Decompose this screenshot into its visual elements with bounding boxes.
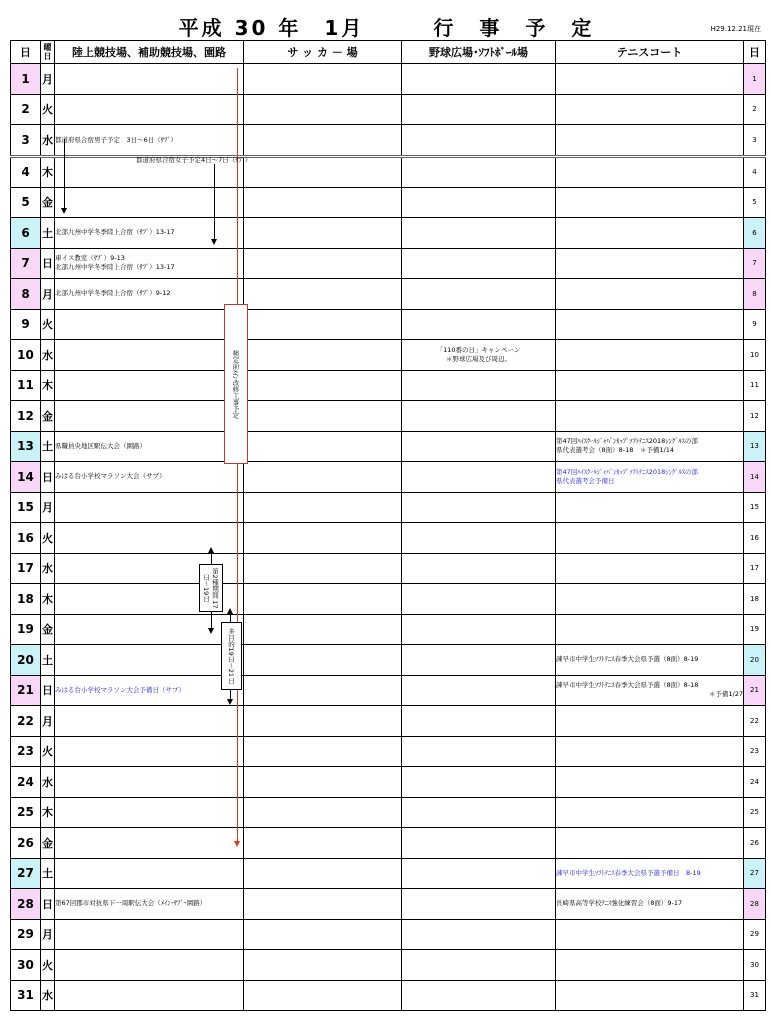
soccer-cell [244, 370, 402, 401]
day-number: 30 [11, 950, 41, 981]
womens-camp-arrow [211, 239, 217, 245]
row-number: 23 [744, 736, 766, 767]
soccer-cell [244, 675, 402, 706]
weekday: 金 [41, 828, 55, 859]
day-number: 8 [11, 279, 41, 310]
day-number: 18 [11, 584, 41, 615]
row-number: 19 [744, 614, 766, 645]
event-line: 第47回ﾊｲｽｸｰﾙｼﾞｬﾊﾟﾝｶｯﾌﾟｿﾌﾄﾃﾆｽ2018ｼﾝｸﾞﾙｽの部 [556, 437, 698, 446]
athletics-cell [55, 125, 244, 157]
day-row [11, 706, 766, 737]
baseball-cell [402, 64, 556, 95]
day-row [11, 767, 766, 798]
row-number: 18 [744, 584, 766, 615]
soccer-cell [244, 828, 402, 859]
athletics-cell [55, 401, 244, 432]
weekday: 月 [41, 279, 55, 310]
tennis-cell [556, 645, 744, 676]
weekday: 金 [41, 187, 55, 218]
baseball-cell [402, 584, 556, 615]
day-row [11, 584, 766, 615]
tennis-cell [556, 797, 744, 828]
event-line: みはる台小学校マラソン大会予備日（サブ） [55, 685, 186, 694]
weekday: 日 [41, 889, 55, 920]
day-number: 17 [11, 553, 41, 584]
event-line: 車イス教室（ｻﾌﾞ）9-13 [55, 254, 125, 263]
header-num: 日 [744, 41, 766, 64]
tennis-cell [556, 125, 744, 157]
event-line: 諫早市中学生ｿﾌﾄﾃﾆｽ春季大会県予選予備日 8-19 [556, 868, 701, 877]
tennis-cell [556, 523, 744, 554]
baseball-cell [402, 94, 556, 125]
tennis-cell [556, 675, 744, 706]
athletics-cell [55, 706, 244, 737]
day-row [11, 614, 766, 645]
baseball-cell [402, 401, 556, 432]
row-number: 16 [744, 523, 766, 554]
baseball-cell [402, 675, 556, 706]
weekday: 日 [41, 675, 55, 706]
row-number: 4 [744, 157, 766, 188]
tennis-cell [556, 94, 744, 125]
day-row [11, 279, 766, 310]
day-number: 9 [11, 309, 41, 340]
weekday: 火 [41, 523, 55, 554]
soccer-cell [244, 64, 402, 95]
day-row [11, 157, 766, 188]
row-number: 11 [744, 370, 766, 401]
day-row [11, 950, 766, 981]
weekday: 月 [41, 706, 55, 737]
day-row [11, 309, 766, 340]
as-of-date: H29.12.21現在 [710, 25, 761, 33]
baseball-cell [402, 553, 556, 584]
row-number: 13 [744, 431, 766, 462]
weekday: 火 [41, 309, 55, 340]
soccer-cell [244, 248, 402, 279]
tennis-cell [556, 828, 744, 859]
day-row [11, 980, 766, 1011]
day-number: 7 [11, 248, 41, 279]
header-day: 日 [11, 41, 41, 64]
baseball-cell [402, 889, 556, 920]
header-soccer: サ ッ カ － 場 [244, 41, 402, 64]
soccer-cell [244, 157, 402, 188]
row-number: 31 [744, 980, 766, 1011]
athletics-cell [55, 340, 244, 371]
event-line: 第67回郡市対抗県下一周駅伝大会（ﾒｲﾝ･ｻﾌﾞ･園路） [55, 899, 207, 908]
tennis-cell [556, 858, 744, 889]
baseball-cell [402, 462, 556, 493]
day-row [11, 523, 766, 554]
header-row [11, 41, 766, 64]
day-number: 28 [11, 889, 41, 920]
rental1-arrow-down [208, 628, 214, 634]
athletics-cell [55, 980, 244, 1011]
weekday: 土 [41, 431, 55, 462]
event-line: 諫早市中学生ｿﾌﾄﾃﾆｽ春季大会県予選（8面）8-19 [556, 655, 699, 664]
day-row [11, 125, 766, 157]
womens-camp-line [214, 164, 215, 240]
athletics-cell [55, 675, 244, 706]
tennis-cell [556, 218, 744, 249]
rental2-box [221, 622, 242, 690]
row-number: 28 [744, 889, 766, 920]
header-tennis: テニスコート [556, 41, 744, 64]
day-row [11, 64, 766, 95]
event-line: 県職員央地区駅伝大会（園路） [55, 441, 146, 450]
soccer-cell [244, 584, 402, 615]
day-number: 5 [11, 187, 41, 218]
athletics-cell [55, 767, 244, 798]
row-number: 25 [744, 797, 766, 828]
athletics-cell [55, 462, 244, 493]
tennis-cell [556, 279, 744, 310]
baseball-cell [402, 645, 556, 676]
day-row [11, 94, 766, 125]
day-number: 25 [11, 797, 41, 828]
row-number: 7 [744, 248, 766, 279]
row-number: 5 [744, 187, 766, 218]
day-number: 26 [11, 828, 41, 859]
soccer-cell [244, 889, 402, 920]
day-number: 23 [11, 736, 41, 767]
baseball-cell [402, 370, 556, 401]
day-number: 27 [11, 858, 41, 889]
tennis-cell [556, 309, 744, 340]
weekday: 水 [41, 340, 55, 371]
athletics-cell [55, 858, 244, 889]
baseball-cell [402, 614, 556, 645]
schedule-table [10, 40, 766, 1011]
athletics-cell [55, 431, 244, 462]
weekday: 日 [41, 462, 55, 493]
rental2-arrow-down [227, 699, 233, 705]
row-number: 15 [744, 492, 766, 523]
baseball-cell [402, 492, 556, 523]
row-number: 3 [744, 125, 766, 157]
tennis-cell [556, 492, 744, 523]
tennis-cell [556, 980, 744, 1011]
day-number: 11 [11, 370, 41, 401]
athletics-cell [55, 492, 244, 523]
event-line: 第47回ﾊｲｽｸｰﾙｼﾞｬﾊﾟﾝｶｯﾌﾟｿﾌﾄﾃﾆｽ2018ｼﾝｸﾞﾙｽの部 [556, 467, 698, 476]
day-number: 10 [11, 340, 41, 371]
tennis-cell [556, 950, 744, 981]
day-row [11, 492, 766, 523]
row-number: 10 [744, 340, 766, 371]
weekday: 火 [41, 736, 55, 767]
soccer-cell [244, 431, 402, 462]
weekday: 土 [41, 218, 55, 249]
row-number: 21 [744, 675, 766, 706]
day-number: 31 [11, 980, 41, 1011]
rental1-box [199, 564, 223, 612]
event-line: 北部九州中学冬季陸上合宿（ｻﾌﾞ）9-12 [55, 289, 171, 298]
day-row [11, 919, 766, 950]
row-number: 2 [744, 94, 766, 125]
tennis-cell [556, 187, 744, 218]
day-row [11, 401, 766, 432]
day-number: 13 [11, 431, 41, 462]
athletics-cell [55, 797, 244, 828]
baseball-cell [402, 828, 556, 859]
day-number: 15 [11, 492, 41, 523]
tennis-cell [556, 584, 744, 615]
day-row [11, 187, 766, 218]
rental1-label: 第2種期間 17日～19日 [202, 567, 219, 609]
tennis-cell [556, 889, 744, 920]
baseball-cell [402, 736, 556, 767]
soccer-cell [244, 919, 402, 950]
weekday: 月 [41, 919, 55, 950]
weekday: 木 [41, 370, 55, 401]
weekday: 水 [41, 767, 55, 798]
soccer-cell [244, 858, 402, 889]
header-weekday: 曜日 [41, 41, 55, 64]
soccer-cell [244, 980, 402, 1011]
soccer-cell [244, 462, 402, 493]
mens-camp-arrow [61, 208, 67, 214]
soccer-cell [244, 218, 402, 249]
baseball-cell [402, 950, 556, 981]
tennis-cell [556, 462, 744, 493]
day-number: 29 [11, 919, 41, 950]
rental2-label: 多目的19日～21日 [227, 628, 235, 684]
athletics-cell [55, 309, 244, 340]
athletics-cell [55, 370, 244, 401]
row-number: 29 [744, 919, 766, 950]
row-number: 12 [744, 401, 766, 432]
day-row [11, 645, 766, 676]
main-works-label: 検定前ﾒｲﾝ改修工事予定 [231, 349, 240, 419]
soccer-cell [244, 401, 402, 432]
day-row [11, 858, 766, 889]
event-line: 都道府県合宿男子予定 3日～6日（ｻﾌﾞ） [55, 135, 178, 144]
weekday: 木 [41, 797, 55, 828]
soccer-cell [244, 736, 402, 767]
athletics-cell [55, 828, 244, 859]
tennis-cell [556, 919, 744, 950]
athletics-cell [55, 187, 244, 218]
baseball-cell [402, 309, 556, 340]
athletics-cell [55, 94, 244, 125]
day-number: 20 [11, 645, 41, 676]
baseball-cell [402, 218, 556, 249]
tennis-cell [556, 340, 744, 371]
main-works-arrow [234, 841, 240, 847]
soccer-cell [244, 309, 402, 340]
soccer-cell [244, 187, 402, 218]
event-line: ＊予備1/27 [708, 690, 743, 699]
baseball-cell [402, 279, 556, 310]
row-number: 24 [744, 767, 766, 798]
weekday: 金 [41, 401, 55, 432]
mens-camp-line [64, 139, 65, 209]
day-row [11, 218, 766, 249]
day-number: 12 [11, 401, 41, 432]
baseball-cell [402, 523, 556, 554]
header-athletics: 陸上競技場、補助競技場、園路 [55, 41, 244, 64]
row-number: 14 [744, 462, 766, 493]
weekday: 水 [41, 125, 55, 157]
baseball-cell [402, 157, 556, 188]
day-number: 24 [11, 767, 41, 798]
day-number: 6 [11, 218, 41, 249]
athletics-cell [55, 889, 244, 920]
row-number: 9 [744, 309, 766, 340]
weekday: 金 [41, 614, 55, 645]
event-line: ＊野球広場及び周辺。 [446, 354, 511, 363]
row-number: 1 [744, 64, 766, 95]
athletics-cell [55, 64, 244, 95]
day-number: 1 [11, 64, 41, 95]
day-row [11, 248, 766, 279]
tennis-cell [556, 64, 744, 95]
day-number: 3 [11, 125, 41, 157]
weekday: 火 [41, 94, 55, 125]
page-title: 平成 30 年 1月 行 事 予 定 [178, 16, 595, 40]
baseball-cell [402, 125, 556, 157]
day-number: 4 [11, 157, 41, 188]
soccer-cell [244, 492, 402, 523]
soccer-cell [244, 797, 402, 828]
row-number: 22 [744, 706, 766, 737]
soccer-cell [244, 523, 402, 554]
weekday: 土 [41, 645, 55, 676]
day-row [11, 889, 766, 920]
tennis-cell [556, 767, 744, 798]
tennis-cell [556, 553, 744, 584]
row-number: 27 [744, 858, 766, 889]
day-row [11, 553, 766, 584]
tennis-cell [556, 614, 744, 645]
baseball-cell [402, 797, 556, 828]
baseball-cell [402, 340, 556, 371]
athletics-cell [55, 614, 244, 645]
baseball-cell [402, 431, 556, 462]
soccer-cell [244, 950, 402, 981]
tennis-cell [556, 157, 744, 188]
weekday: 月 [41, 64, 55, 95]
soccer-cell [244, 614, 402, 645]
row-number: 6 [744, 218, 766, 249]
day-number: 21 [11, 675, 41, 706]
event-line: 諫早市中学生ｿﾌﾄﾃﾆｽ春季大会県予選（8面）8-18 [556, 681, 699, 690]
athletics-cell [55, 736, 244, 767]
day-row [11, 797, 766, 828]
header-baseball: 野球広場･ｿﾌﾄﾎﾞｰﾙ場 [402, 41, 556, 64]
row-number: 17 [744, 553, 766, 584]
row-number: 26 [744, 828, 766, 859]
event-line: 長崎県高等学校ﾃﾆｽ強化練習会（8面）9-17 [556, 899, 683, 908]
tennis-cell [556, 706, 744, 737]
tennis-cell [556, 431, 744, 462]
tennis-cell [556, 248, 744, 279]
soccer-cell [244, 767, 402, 798]
day-row [11, 675, 766, 706]
weekday: 土 [41, 858, 55, 889]
baseball-cell [402, 919, 556, 950]
tennis-cell [556, 401, 744, 432]
weekday: 日 [41, 248, 55, 279]
weekday: 木 [41, 157, 55, 188]
weekday: 水 [41, 980, 55, 1011]
day-number: 19 [11, 614, 41, 645]
athletics-cell [55, 248, 244, 279]
day-row [11, 340, 766, 371]
baseball-cell [402, 706, 556, 737]
row-number: 30 [744, 950, 766, 981]
event-line: 「110番の日」キャンペーン [436, 345, 521, 354]
soccer-cell [244, 94, 402, 125]
weekday: 水 [41, 553, 55, 584]
tennis-cell [556, 736, 744, 767]
row-number: 8 [744, 279, 766, 310]
row-number: 20 [744, 645, 766, 676]
day-row [11, 370, 766, 401]
day-row [11, 462, 766, 493]
athletics-cell [55, 645, 244, 676]
womens-camp-note: 都道府県合宿女子予定4日～7日（ｻﾌﾞ） [136, 156, 252, 164]
baseball-cell [402, 248, 556, 279]
weekday: 月 [41, 492, 55, 523]
event-line: 北部九州中学冬季陸上合宿（ｻﾌﾞ）13-17 [55, 228, 175, 237]
baseball-cell [402, 767, 556, 798]
day-number: 16 [11, 523, 41, 554]
soccer-cell [244, 553, 402, 584]
day-row [11, 736, 766, 767]
baseball-cell [402, 858, 556, 889]
soccer-cell [244, 340, 402, 371]
day-number: 2 [11, 94, 41, 125]
main-works-box [224, 304, 248, 464]
baseball-cell [402, 980, 556, 1011]
athletics-cell [55, 279, 244, 310]
athletics-cell [55, 523, 244, 554]
day-row [11, 431, 766, 462]
day-number: 22 [11, 706, 41, 737]
day-number: 14 [11, 462, 41, 493]
soccer-cell [244, 279, 402, 310]
soccer-cell [244, 125, 402, 157]
soccer-cell [244, 706, 402, 737]
day-row [11, 828, 766, 859]
baseball-cell [402, 187, 556, 218]
weekday: 火 [41, 950, 55, 981]
soccer-cell [244, 645, 402, 676]
weekday: 木 [41, 584, 55, 615]
tennis-cell [556, 370, 744, 401]
event-line: みはる台小学校マラソン大会（サブ） [55, 472, 166, 481]
event-line: 県代表選考会（8面）8-18 ＊予備1/14 [556, 446, 674, 455]
athletics-cell [55, 950, 244, 981]
athletics-cell [55, 919, 244, 950]
event-line: 県代表選考会予備日 [556, 476, 615, 485]
event-line: 北部九州中学冬季陸上合宿（ｻﾌﾞ）13-17 [55, 263, 175, 272]
